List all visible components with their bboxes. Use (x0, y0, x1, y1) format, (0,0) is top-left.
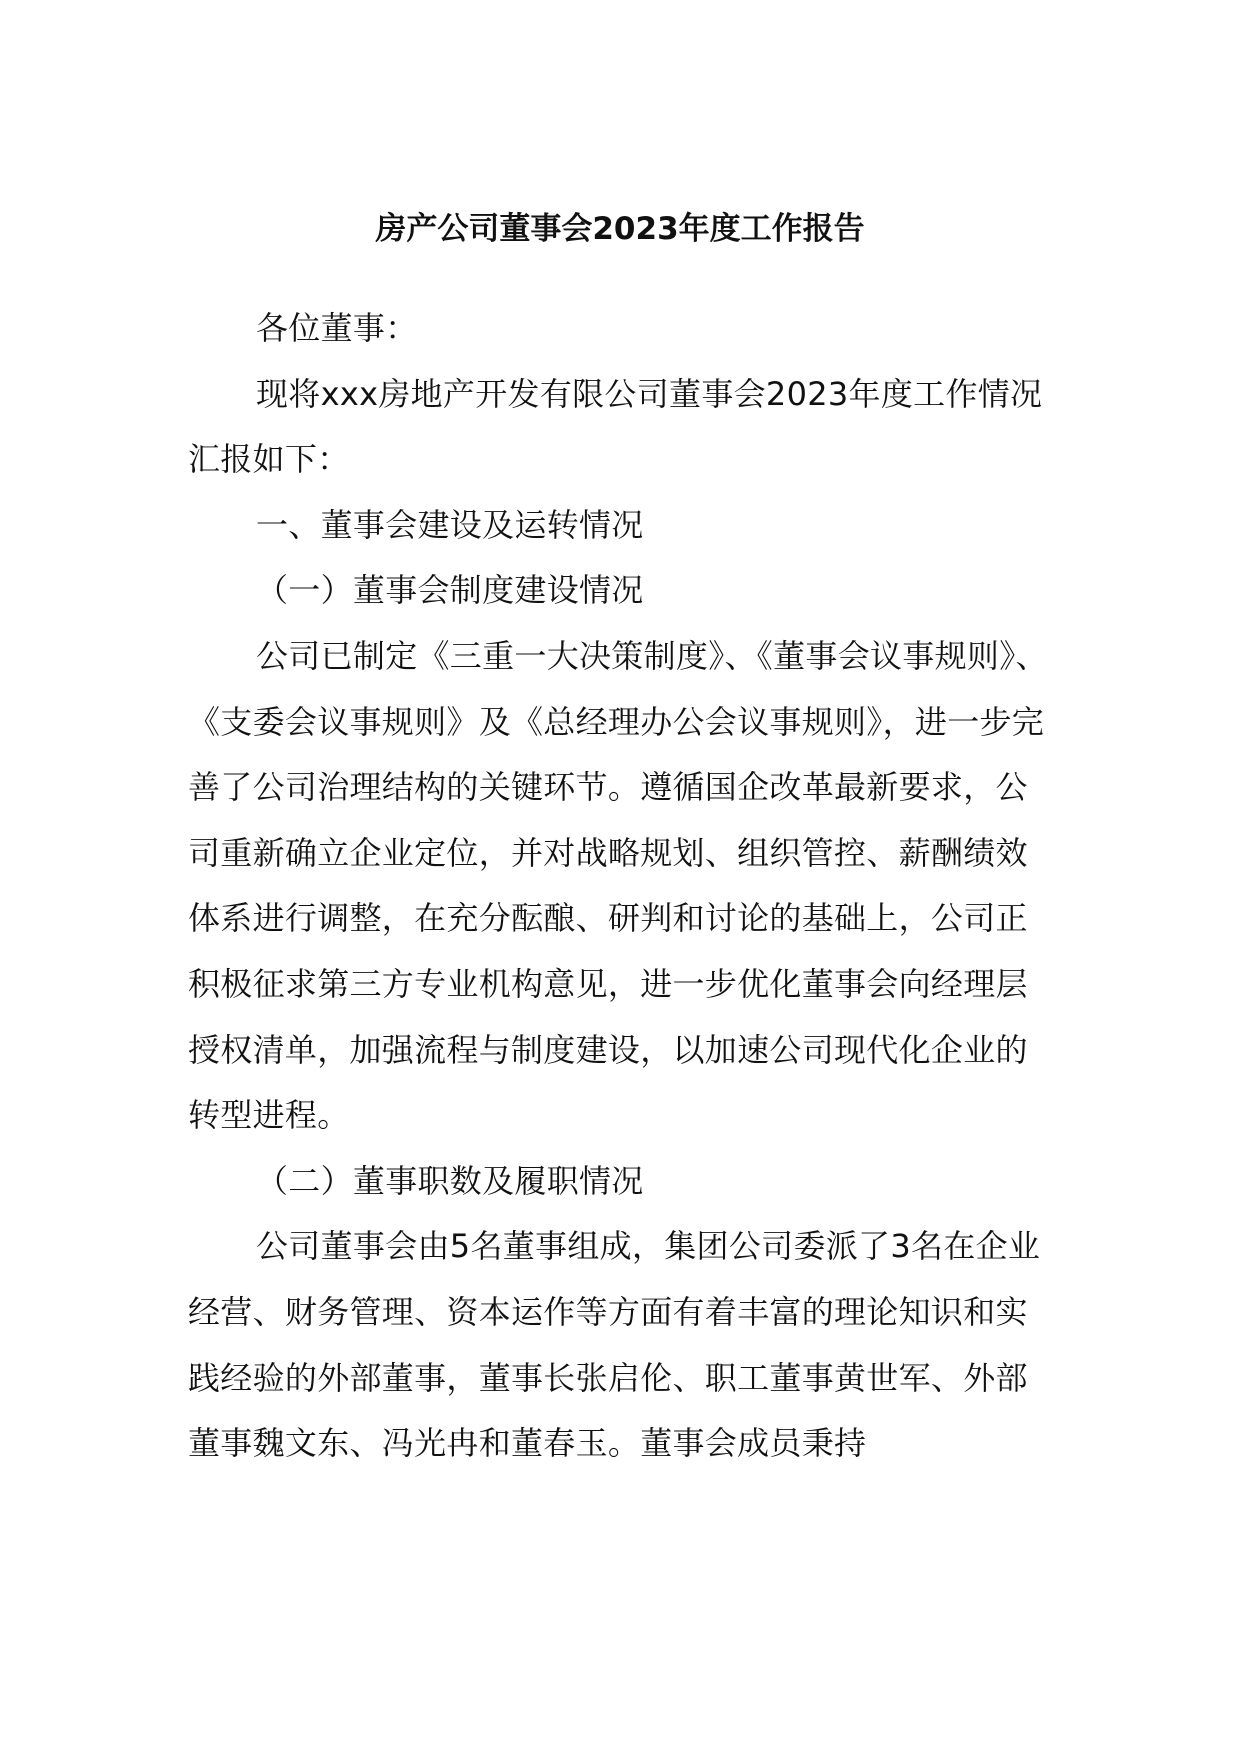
subsection-heading: （一）董事会制度建设情况 (256, 571, 644, 610)
subsection-heading: （二）董事职数及履职情况 (256, 1161, 644, 1200)
intro-paragraph: 现将xxx房地产开发有限公司董事会2023年度工作情况汇报如下： (188, 374, 1043, 479)
section-heading: 一、董事会建设及运转情况 (256, 505, 644, 544)
body-paragraph: 公司董事会由5名董事组成，集团公司委派了3名在企业经营、财务管理、资本运作等方面有着丰富的理论知识和实践经验的外部董事，董事长张启伦、职工董事黄世军、外部董事魏文东、冯光冉和董春玉。董事会成员秉持 (188, 1227, 1041, 1463)
salutation-paragraph: 各位董事： (256, 309, 418, 347)
body-paragraph: 公司已制定《三重一大决策制度》、《董事会议事规则》、《支委会议事规则》及《总经理办公会议事规则》，进一步完善了公司治理结构的关键环节。遵循国企改革最新要求，公司重新确立企业定位，并对战略规划、组织管控、薪酬绩效体系进行调整，在充分酝酿、研判和讨论的基础上，公司正积极征求第三方专业机构意见，进一步优化董事会向经理层授权清单，加强流程与制度建设，以加速公司现代化企业的转型进程。 (188, 636, 1048, 1135)
document-body (188, 296, 1052, 1477)
document-title: 房产公司董事会2023年度工作报告 (375, 211, 865, 247)
